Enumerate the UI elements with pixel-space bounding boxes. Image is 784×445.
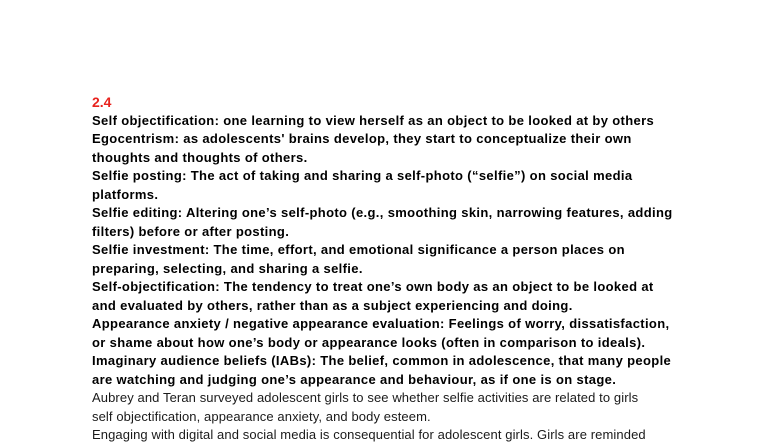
definition-line: or shame about how one’s body or appearance looks (often in comparison to ideals). bbox=[92, 334, 646, 350]
body-paragraph-line: Aubrey and Teran surveyed adolescent girls to see whether selfie activities are related to girls bbox=[92, 390, 639, 405]
body-paragraph-line: self objectification, appearance anxiety, and body esteem. bbox=[92, 408, 431, 424]
definition-line: Egocentrism: as adolescents' brains develop, they start to conceptualize their own bbox=[92, 131, 632, 146]
definition-line: Selfie investment: The time, effort, and emotional significance a person places on bbox=[92, 242, 625, 257]
definition-line: platforms. bbox=[92, 186, 159, 202]
definition-line: Appearance anxiety / negative appearance evaluation: Feelings of worry, dissatisfaction, bbox=[92, 316, 670, 331]
document-body bbox=[92, 93, 752, 445]
definition-line: Selfie editing: Altering one’s self-photo (e.g., smoothing skin, narrowing features, adding bbox=[92, 205, 673, 220]
definition-line: and evaluated by others, rather than as a subject experiencing and doing. bbox=[92, 297, 573, 313]
definition-line: preparing, selecting, and sharing a selfie. bbox=[92, 260, 363, 276]
definition-line: Selfie posting: The act of taking and sharing a self-photo (“selfie”) on social media bbox=[92, 168, 633, 183]
definition-line: thoughts and thoughts of others. bbox=[92, 149, 308, 165]
definition-line: Self objectification: one learning to view herself as an object to be looked at by others bbox=[92, 112, 655, 128]
definition-line: Imaginary audience beliefs (IABs): The belief, common in adolescence, that many people bbox=[92, 353, 672, 368]
definition-line: Self-objectification: The tendency to treat one’s own body as an object to be looked at bbox=[92, 279, 654, 294]
section-number: 2.4 bbox=[92, 94, 112, 110]
definition-line: are watching and judging one’s appearance and behaviour, as if one is on stage. bbox=[92, 371, 617, 387]
body-paragraph-line: Engaging with digital and social media is consequential for adolescent girls. Girls are reminded bbox=[92, 427, 646, 442]
definition-line: filters) before or after posting. bbox=[92, 223, 290, 239]
